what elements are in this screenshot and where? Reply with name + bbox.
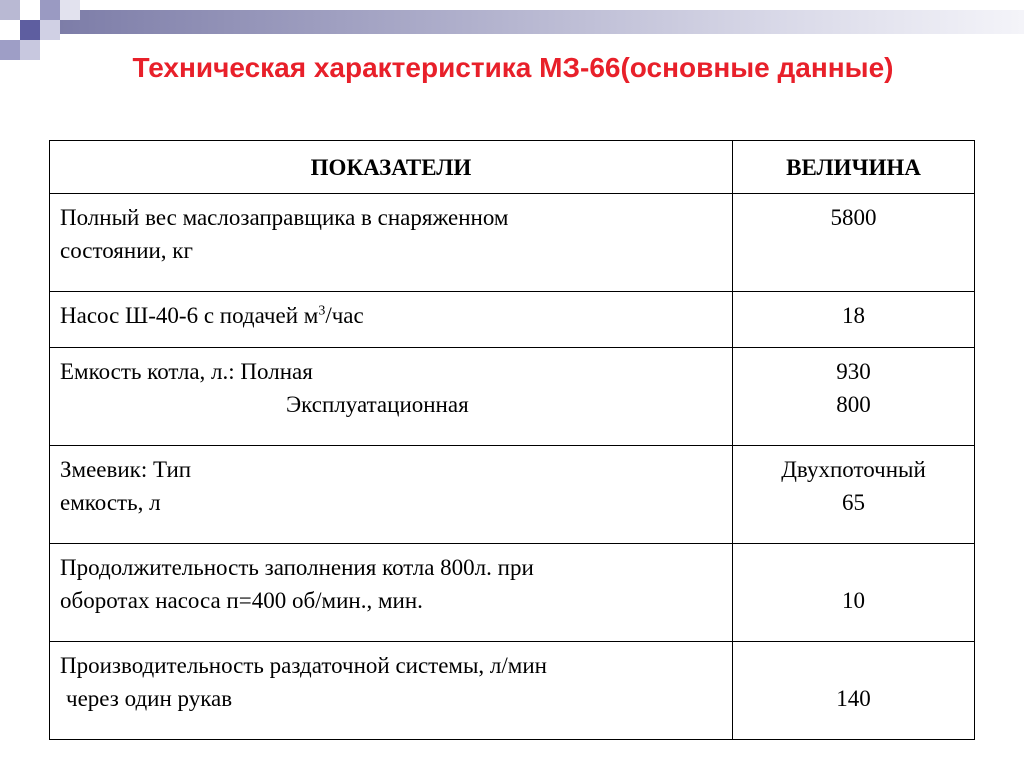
page-title: Техническая характеристика МЗ-66(основные данные) [132,52,894,83]
value-line: 930 [836,359,871,384]
row-value [733,348,975,446]
table-row [50,292,975,348]
header-indicators: ПОКАЗАТЕЛИ [50,141,733,194]
row-value [733,194,975,292]
table-header-row [50,141,975,194]
label-line: емкость, л [60,490,161,515]
value-spacer [743,649,964,682]
value-line: 140 [836,686,871,711]
row-label [50,544,733,642]
row-label [50,194,733,292]
superscript: 3 [318,303,326,319]
table-row [50,194,975,292]
value-line: 10 [842,588,865,613]
header-value: ВЕЛИЧИНА [733,141,975,194]
row-label [50,446,733,544]
label-line: Емкость котла, л.: Полная [60,359,313,384]
label-line: состоянии, кг [60,238,193,263]
spec-table [49,140,975,740]
row-value [733,292,975,348]
table-row [50,642,975,740]
header-gradient-band [60,10,1024,34]
label-line: через один рукав [66,686,233,711]
table-row [50,544,975,642]
value-line: 5800 [830,205,877,230]
row-value [733,446,975,544]
label-line: Эксплуатационная [286,392,469,417]
row-label [50,642,733,740]
label-text: Насос Ш-40-6 с подачей м [60,303,319,328]
table-row [50,446,975,544]
row-label [50,348,733,446]
value-line: 65 [842,490,865,515]
value-line: Двухпоточный [781,457,926,482]
row-value [733,642,975,740]
label-line: Производительность раздаточной системы, л/мин [60,653,547,678]
value-line: 800 [836,392,871,417]
label-line: Полный вес маслозаправщика в снаряженном [60,205,509,230]
table-row [50,348,975,446]
label-line: Змеевик: Тип [60,457,192,482]
row-label [50,292,733,348]
value-spacer [743,551,964,584]
label-line: оборотах насоса п=400 об/мин., мин. [60,588,423,613]
label-suffix: /час [325,303,364,328]
value-line: 18 [842,303,865,328]
label-line: Продолжительность заполнения котла 800л. при [60,555,534,580]
row-value [733,544,975,642]
